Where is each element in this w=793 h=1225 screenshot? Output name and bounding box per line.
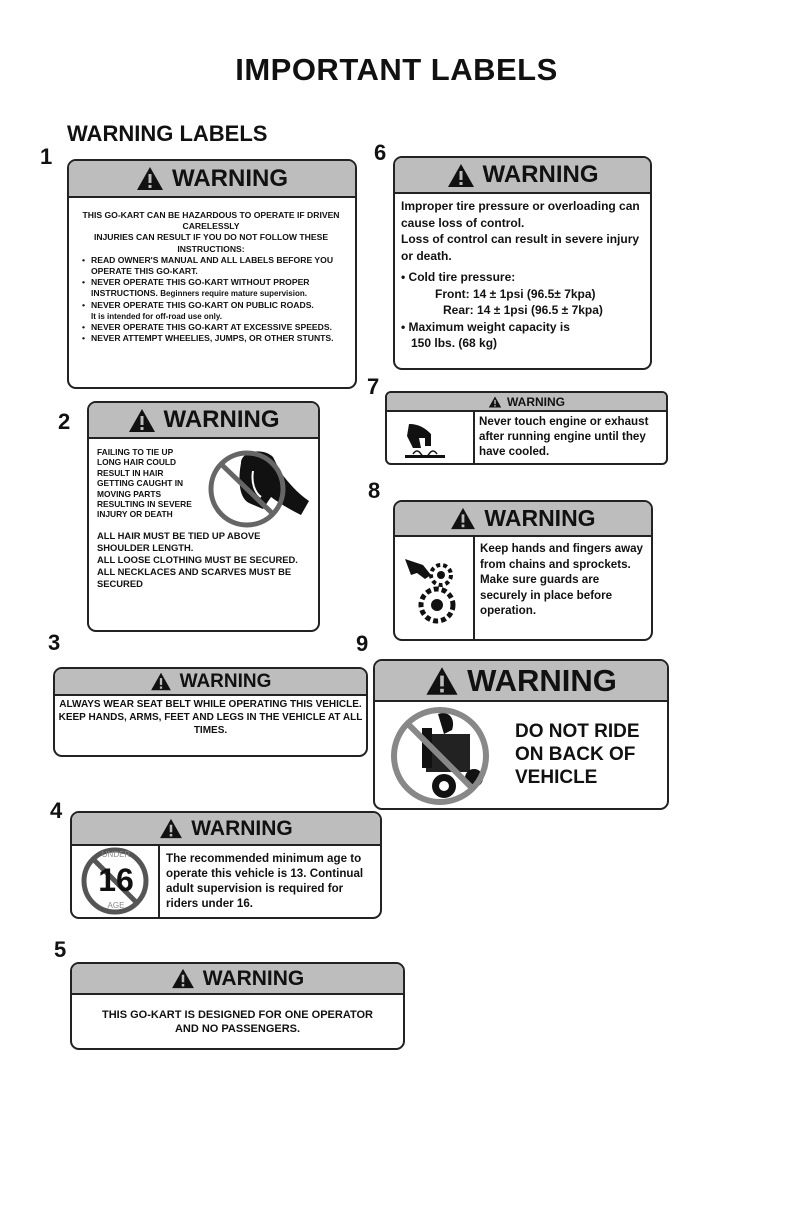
label-header [387, 393, 666, 412]
no-riding-on-back-icon [375, 702, 505, 810]
label-6-max: • Maximum weight capacity is [401, 319, 570, 334]
label-2-line: ALL HAIR MUST BE TIED UP ABOVE SHOULDER LENGTH. [97, 529, 261, 553]
label-number-6: 6 [374, 140, 387, 165]
under-16-icon [72, 846, 160, 917]
warning-triangle-icon [488, 396, 502, 408]
label-1-item: • NEVER OPERATE THIS GO-KART ON PUBLIC ROADS. It is intended for off-road use only. [91, 300, 349, 322]
label-9-text: DO NOT RIDE ON BACK OF VEHICLE [515, 721, 640, 788]
warning-triangle-icon [159, 818, 183, 839]
under-text: UNDER [101, 850, 131, 859]
label-header [72, 813, 380, 846]
label-1-item: • NEVER ATTEMPT WHEELIES, JUMPS, OR OTHER STUNTS. [91, 333, 349, 344]
label-number-5: 5 [54, 937, 67, 962]
warning-word: WARNING [163, 406, 280, 433]
label-6-text: Improper tire pressure or overloading can cause loss of control. [401, 199, 640, 230]
label-number-9: 9 [356, 631, 369, 656]
label-header [72, 964, 403, 995]
label-3-line: KEEP HANDS, ARMS, FEET AND LEGS IN THE VEHICLE AT ALL TIMES. [58, 712, 363, 736]
label-number-1: 1 [40, 144, 53, 169]
label-7-text: Never touch engine or exhaust after running engine until they have cooled. [479, 415, 649, 458]
label-1-item: • NEVER OPERATE THIS GO-KART WITHOUT PROPER INSTRUCTIONS. Beginners require mature supervision. [91, 277, 349, 299]
label-1-item-note: It is intended for off-road use only. [91, 311, 222, 321]
label-1-item: • READ OWNER'S MANUAL AND ALL LABELS BEFORE YOU OPERATE THIS GO-KART. [91, 255, 349, 277]
warning-label-5 [70, 962, 405, 1050]
label-number-7: 7 [367, 374, 380, 399]
label-header [395, 502, 651, 537]
warning-word: WARNING [179, 670, 272, 692]
label-1-intro: THIS GO-KART CAN BE HAZARDOUS TO OPERATE IF DRIVEN CARELESSLY INJURIES CAN RESULT IF YOU DO NOT FOLLOW THESE INSTRUCTIONS: [82, 210, 340, 254]
warning-triangle-icon [425, 666, 459, 696]
label-8-text: Make sure guards are securely in place before operation. [480, 573, 613, 618]
warning-word: WARNING [172, 164, 288, 192]
age-number: 16 [98, 862, 134, 898]
hair-caught-prohibited-icon [201, 443, 313, 533]
warning-triangle-icon [447, 163, 475, 188]
label-2-line: ALL LOOSE CLOTHING MUST BE SECURED. [97, 553, 298, 565]
label-8-text: Keep hands and fingers away from chains and sprockets. [480, 542, 644, 571]
page-title: IMPORTANT LABELS [235, 52, 558, 87]
warning-triangle-icon [150, 672, 172, 691]
label-6-max-value: 150 lbs. (68 kg) [411, 336, 498, 350]
warning-triangle-icon [450, 507, 476, 530]
warning-label-9 [373, 659, 669, 810]
label-header [375, 661, 667, 702]
warning-word: WARNING [202, 966, 305, 990]
warning-label-2 [87, 401, 320, 632]
warning-label-6 [393, 156, 652, 370]
warning-word: WARNING [507, 394, 565, 409]
warning-label-1 [67, 159, 357, 389]
label-1-item: • NEVER OPERATE THIS GO-KART AT EXCESSIVE SPEEDS. [91, 322, 349, 333]
label-header [69, 161, 355, 198]
warning-label-3 [53, 667, 368, 757]
warning-triangle-icon [171, 968, 195, 989]
label-4-text: The recommended minimum age to operate this vehicle is 13. Continual adult supervision is required for riders under 16. [166, 852, 364, 910]
label-header [395, 158, 650, 194]
label-number-4: 4 [50, 798, 63, 823]
warning-word: WARNING [484, 505, 596, 531]
hot-surface-hand-icon [387, 412, 475, 463]
hand-in-sprocket-icon [395, 537, 475, 639]
label-3-line: ALWAYS WEAR SEAT BELT WHILE OPERATING THIS VEHICLE. [59, 699, 362, 710]
label-number-3: 3 [48, 630, 61, 655]
label-header [89, 403, 318, 439]
label-2-hair-warning: FAILING TO TIE UP LONG HAIR COULD RESULT IN HAIR GETTING CAUGHT IN MOVING PARTS RESULTING IN SEVERE INJURY OR DEATH [97, 447, 192, 520]
label-6-cold-pressure: • Cold tire pressure: [401, 270, 516, 284]
label-number-8: 8 [368, 478, 381, 503]
label-6-text: Loss of control can result in severe injury or death. [401, 232, 640, 263]
warning-word: WARNING [191, 816, 293, 840]
section-title: WARNING LABELS [67, 121, 268, 146]
label-header [55, 669, 366, 696]
label-2-line: ALL NECKLACES AND SCARVES MUST BE SECURED [97, 565, 292, 589]
warning-word: WARNING [467, 662, 617, 698]
warning-label-8 [393, 500, 653, 641]
warning-label-4 [70, 811, 382, 919]
label-6-front: Front: 14 ± 1psi (96.5± 7kpa) [435, 286, 596, 301]
label-number-2: 2 [58, 409, 71, 434]
warning-triangle-icon [128, 408, 156, 433]
label-6-rear: Rear: 14 ± 1psi (96.5 ± 7kpa) [443, 303, 603, 317]
warning-word: WARNING [482, 161, 599, 188]
label-1-item-note: Beginners require mature supervision. [160, 289, 307, 299]
label-5-text: THIS GO-KART IS DESIGNED FOR ONE OPERATOR AND NO PASSENGERS. [102, 1009, 373, 1035]
warning-triangle-icon [136, 166, 164, 191]
age-text: AGE [107, 901, 125, 910]
warning-label-7 [385, 391, 668, 465]
